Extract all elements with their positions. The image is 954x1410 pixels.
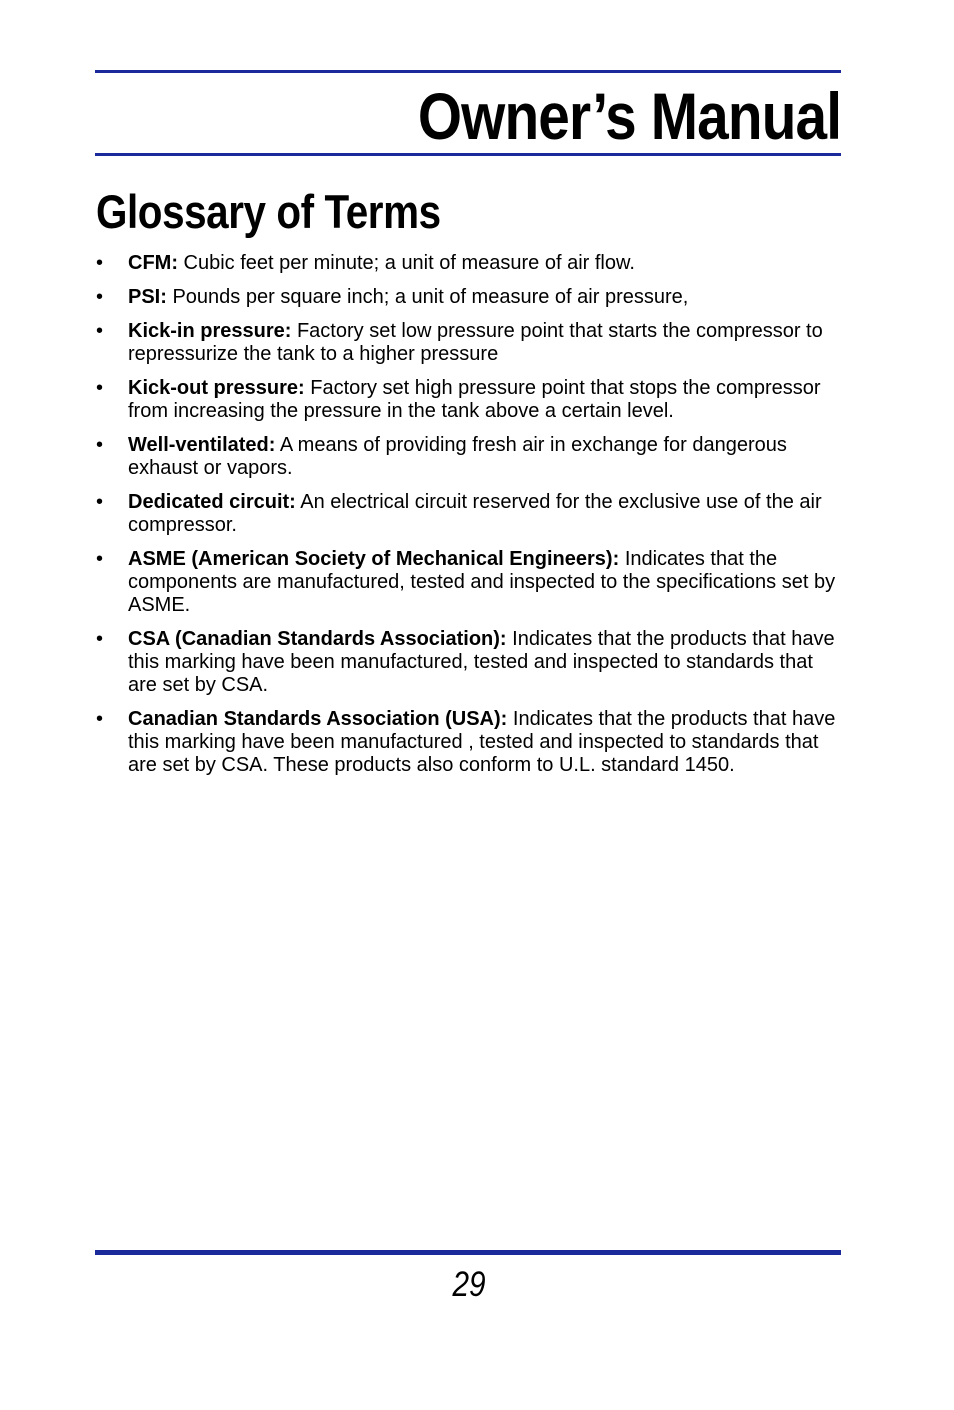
footer-rule <box>95 1250 841 1255</box>
term-name: PSI: <box>128 286 167 308</box>
bullet: • <box>96 286 104 308</box>
glossary-item <box>96 286 841 309</box>
bullet: • <box>96 548 104 570</box>
term-name: Well-ventilated: <box>128 434 276 456</box>
term-definition: An electrical circuit reserved for the exclusive use of the air compressor. <box>128 491 822 536</box>
bullet: • <box>96 252 104 274</box>
glossary-item <box>96 252 841 275</box>
glossary-list <box>96 252 841 788</box>
page-title: Owner’s Manual <box>417 79 841 153</box>
header-bottom-rule <box>95 153 841 156</box>
glossary-item <box>96 491 841 537</box>
term-definition: A means of providing fresh air in exchange for dangerous exhaust or vapors. <box>128 434 787 479</box>
term-definition: Indicates that the products that have this marking have been manufactured, tested and inspected to standards that are set by CSA. <box>128 628 835 696</box>
term-definition: Cubic feet per minute; a unit of measure of air flow. <box>183 252 635 274</box>
glossary-item <box>96 377 841 423</box>
term-name: Kick-out pressure: <box>128 377 305 399</box>
term-name: Kick-in pressure: <box>128 320 292 342</box>
bullet: • <box>96 377 104 399</box>
bullet: • <box>96 434 104 456</box>
bullet: • <box>96 708 104 730</box>
bullet: • <box>96 628 104 650</box>
bullet: • <box>96 320 104 342</box>
page-number: 29 <box>452 1265 486 1304</box>
term-name: ASME (American Society of Mechanical Engineers): <box>128 548 620 570</box>
term-definition: Indicates that the components are manufactured, tested and inspected to the specifications set by ASME. <box>128 548 836 616</box>
section-title: Glossary of Terms <box>96 185 441 238</box>
term-definition: Indicates that the products that have this marking have been manufactured , tested and inspected to standards that are set by CSA. These products also conform to U.L. standard 1450. <box>128 708 836 776</box>
term-definition: Factory set low pressure point that starts the compressor to repressurize the tank to a higher pressure <box>128 320 823 365</box>
term-definition: Pounds per square inch; a unit of measure of air pressure, <box>172 286 689 308</box>
term-name: Dedicated circuit: <box>128 491 296 513</box>
glossary-item <box>96 320 841 366</box>
glossary-item <box>96 708 841 777</box>
term-name: CFM: <box>128 252 178 274</box>
bullet: • <box>96 491 104 513</box>
glossary-item <box>96 548 841 617</box>
term-name: Canadian Standards Association (USA): <box>128 708 508 730</box>
header-top-rule <box>95 70 841 73</box>
term-definition: Factory set high pressure point that stops the compressor from increasing the pressure in the tank above a certain level. <box>128 377 821 422</box>
glossary-item <box>96 434 841 480</box>
term-name: CSA (Canadian Standards Association): <box>128 628 507 650</box>
glossary-item <box>96 628 841 697</box>
